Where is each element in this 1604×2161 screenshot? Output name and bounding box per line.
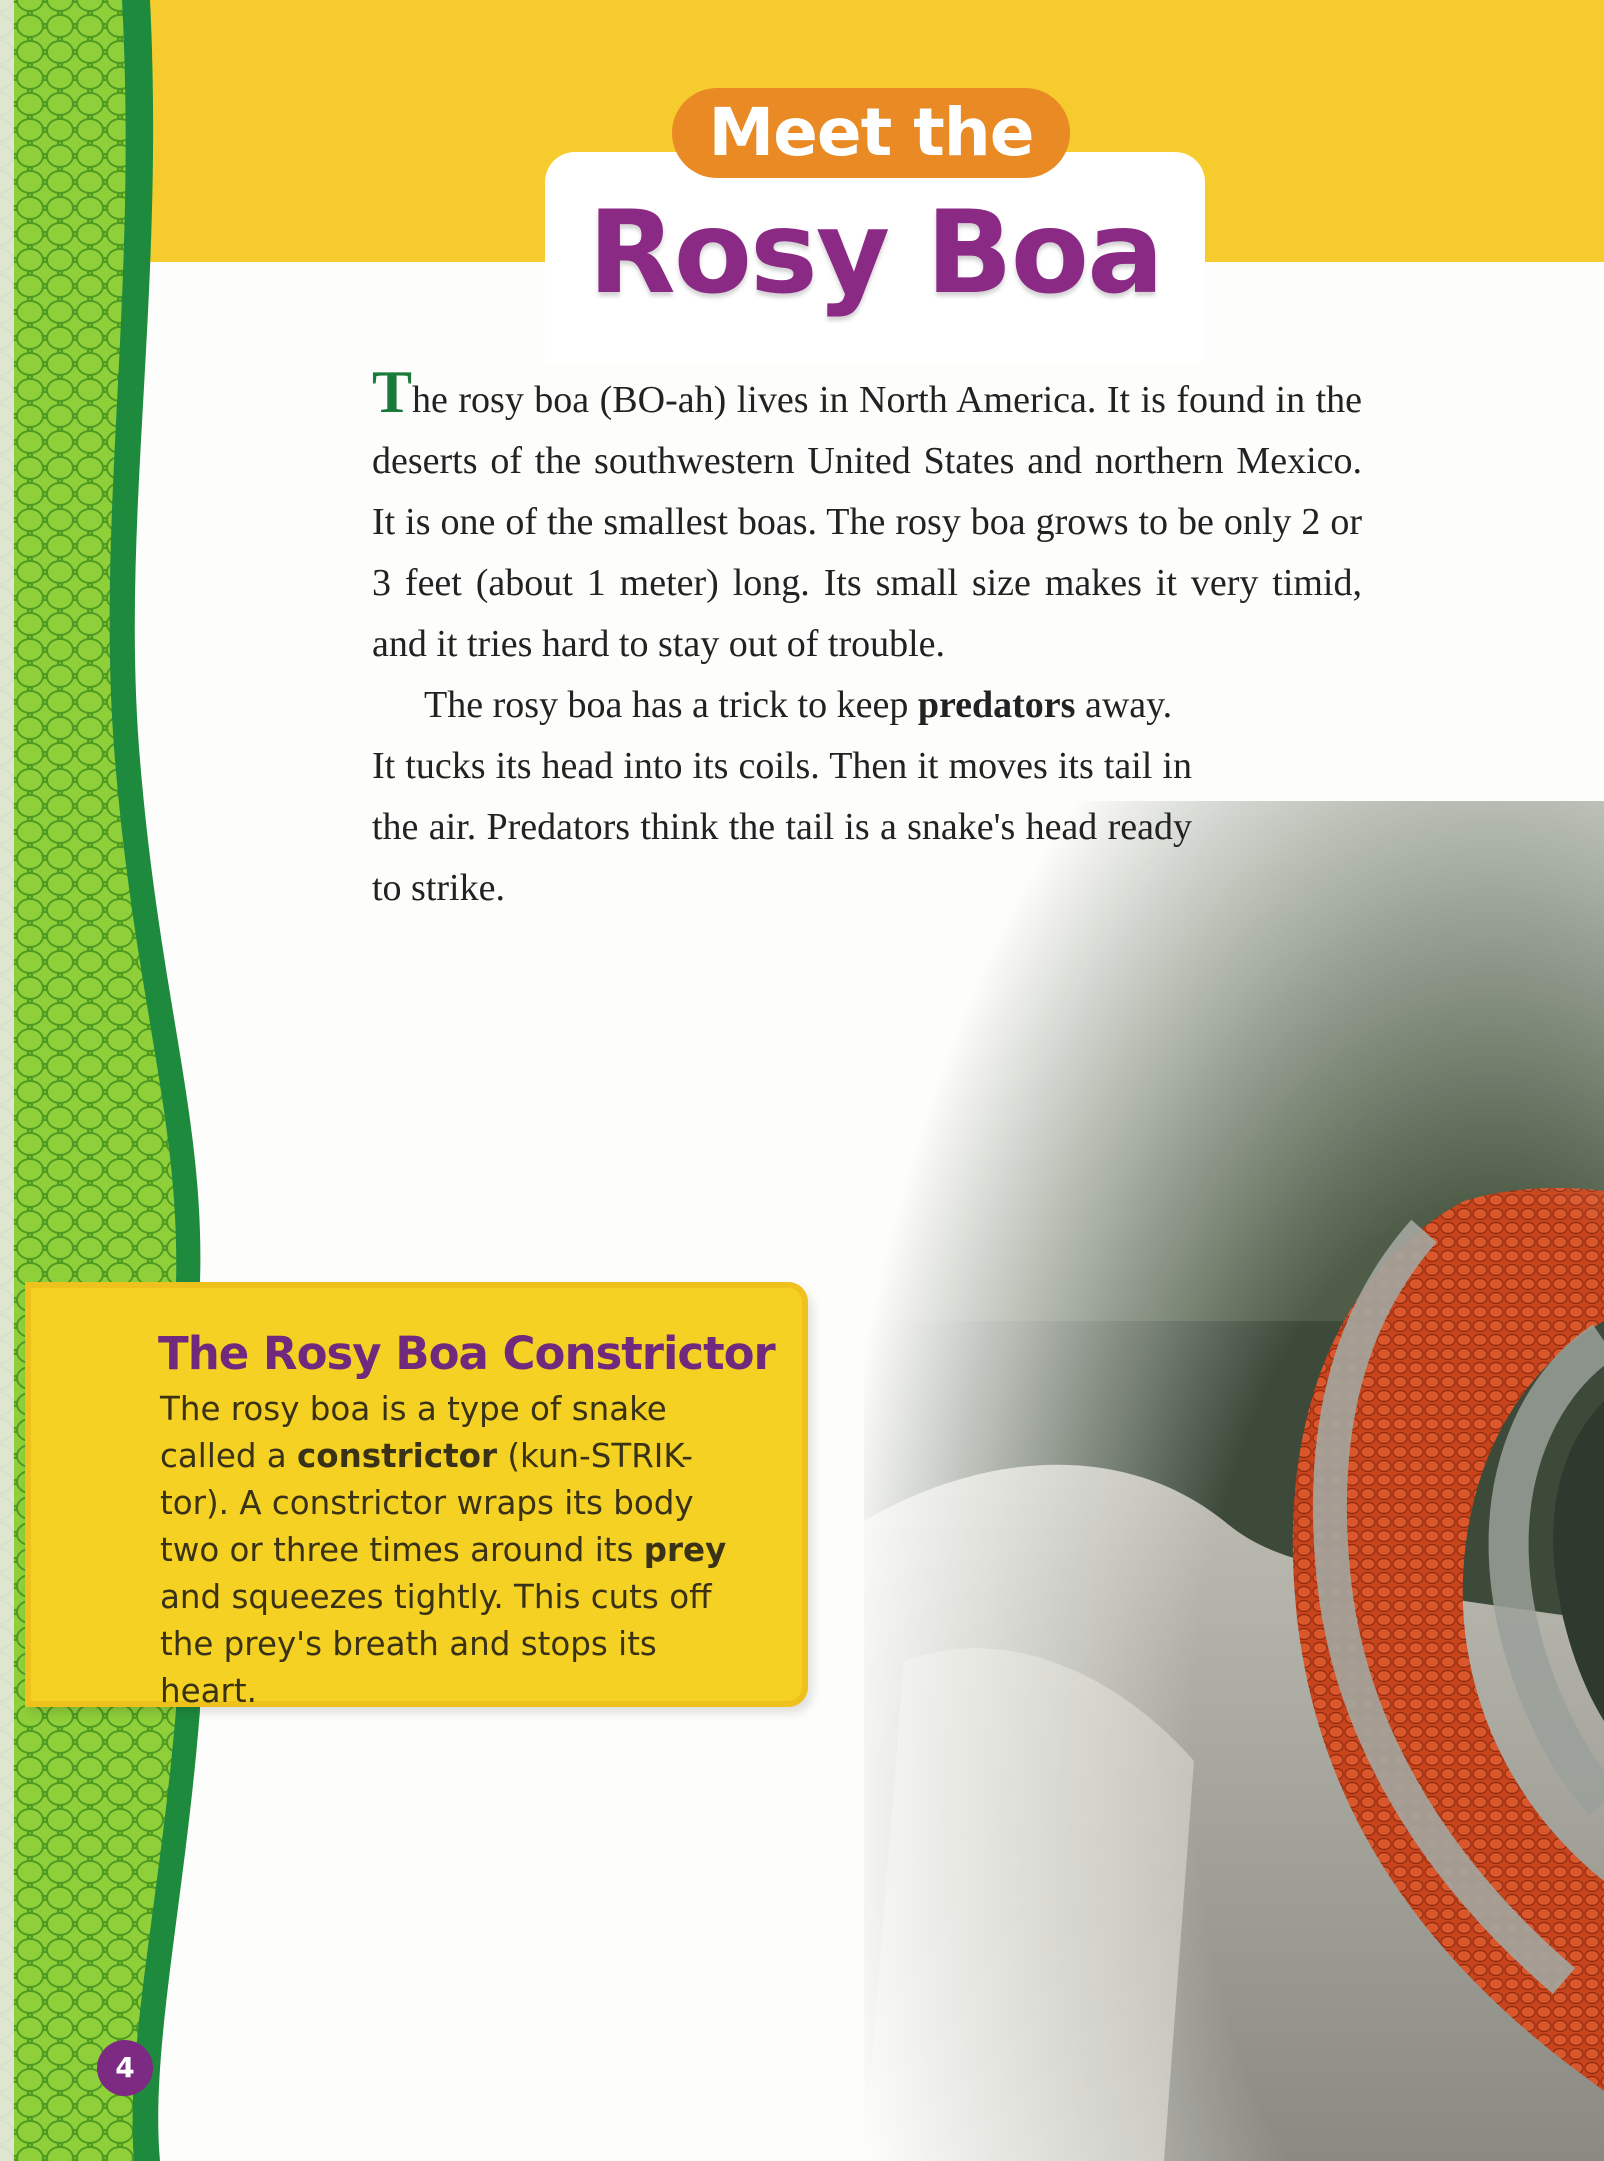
title-kicker: Meet the: [672, 88, 1070, 178]
green-scale-strip: [0, 0, 240, 2161]
term-prey: prey: [643, 1531, 727, 1569]
sidebar-title: The Rosy Boa Constrictor: [158, 1327, 775, 1380]
sidebar-box: [25, 1282, 808, 1710]
sidebar-text-3: and squeezes tightly. This cuts off the prey's breath and stops its heart.: [160, 1578, 712, 1710]
article-body: [372, 359, 1362, 919]
paragraph-2-away: away.: [1075, 684, 1173, 726]
paragraph-2: [372, 675, 1362, 736]
drop-cap: T: [372, 359, 413, 425]
paragraph-2-lead: The rosy boa has a trick to keep: [424, 684, 918, 726]
sidebar-text-1: The rosy boa is a type of snake called a: [160, 1390, 667, 1475]
paragraph-2-continued: [372, 736, 1192, 919]
paragraph-2-rest: It tucks its head into its coils. Then it moves its tail in the air. Predators think the tail is a snake's head ready to strike.: [372, 745, 1192, 909]
page-number: 4: [97, 2040, 153, 2096]
paragraph-1: [372, 359, 1362, 675]
term-predators: predators: [917, 684, 1076, 726]
sidebar-text: [160, 1386, 760, 1715]
sidebar-text-2: (kun-STRIK-tor). A constrictor wraps its body two or three times around its: [160, 1437, 694, 1569]
rosy-boa-photo: [864, 801, 1604, 2161]
page-title: Rosy Boa: [587, 186, 1163, 319]
paragraph-1-text: he rosy boa (BO-ah) lives in North America. It is found in the deserts of the southwestern United States and northern Mexico. It is one of the smallest boas. The rosy boa grows to be only 2 or 3 feet (about 1 meter) long. Its small size makes it very timid, and it tries hard to stay out of trouble.: [372, 379, 1362, 665]
term-constrictor: constrictor: [297, 1437, 497, 1475]
